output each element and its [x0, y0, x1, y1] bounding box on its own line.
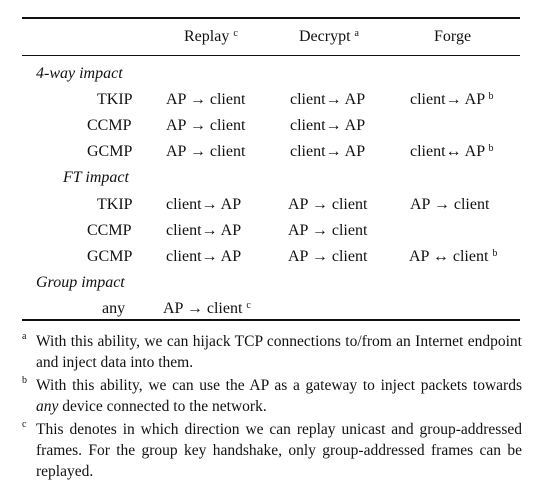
table-cell-replay: AP → client $^c$ [163, 300, 251, 317]
table-cell-forge: AP ↔ client $^b$ [409, 248, 498, 265]
table-cell-replay: AP → client [166, 143, 246, 160]
section-label-group: Group impact [36, 274, 125, 291]
section-label-ft: FT impact [63, 169, 129, 186]
column-header-replay: Replay $^c$ [184, 28, 238, 45]
table-cell-replay: AP → client [166, 91, 246, 108]
table-row-cipher: any [102, 300, 126, 317]
table-cell-replay: client→ AP [166, 222, 242, 239]
table-bottom-rule [22, 319, 520, 321]
table-cell-decrypt: client→ AP [290, 91, 366, 108]
table-cell-decrypt: client→ AP [290, 117, 366, 134]
table-row-cipher: GCMP [87, 248, 133, 265]
table-cell-forge: client↔ AP $^b$ [410, 143, 494, 160]
table-cell-replay: AP → client [166, 117, 246, 134]
column-header-decrypt: Decrypt $^a$ [299, 28, 359, 45]
footnote-a: a With this ability, we can hijack TCP connections to/from an Internet endpoint and inject data into them. [22, 331, 522, 371]
footnote-c: c This denotes in which direction we can replay unicast and group-addressed frames. For the group key handshake, only group-addressed frames can be replayed. [22, 419, 522, 480]
table-cell-decrypt: AP → client [288, 248, 368, 265]
header-rule [22, 55, 520, 56]
table-cell-replay: client→ AP [166, 248, 242, 265]
table-cell-decrypt: AP → client [288, 222, 368, 239]
table-row-cipher: TKIP [97, 196, 133, 213]
table-cell-decrypt: AP → client [288, 196, 368, 213]
table-cell-decrypt: client→ AP [290, 143, 366, 160]
column-header-forge: Forge [434, 28, 472, 45]
section-label-4way: 4-way impact [36, 65, 123, 82]
table-top-rule [22, 17, 520, 19]
table-cell-replay: client→ AP [166, 196, 242, 213]
table-row-cipher: TKIP [97, 91, 133, 108]
table-row-cipher: GCMP [87, 143, 133, 160]
footnote-b: b With this ability, we can use the AP as a gateway to inject packets towards any device connected to the network. [22, 375, 522, 415]
table-cell-forge: AP → client [410, 196, 490, 213]
table-row-cipher: CCMP [87, 222, 132, 239]
table-cell-forge: client→ AP $^b$ [410, 91, 494, 108]
table-row-cipher: CCMP [87, 117, 132, 134]
